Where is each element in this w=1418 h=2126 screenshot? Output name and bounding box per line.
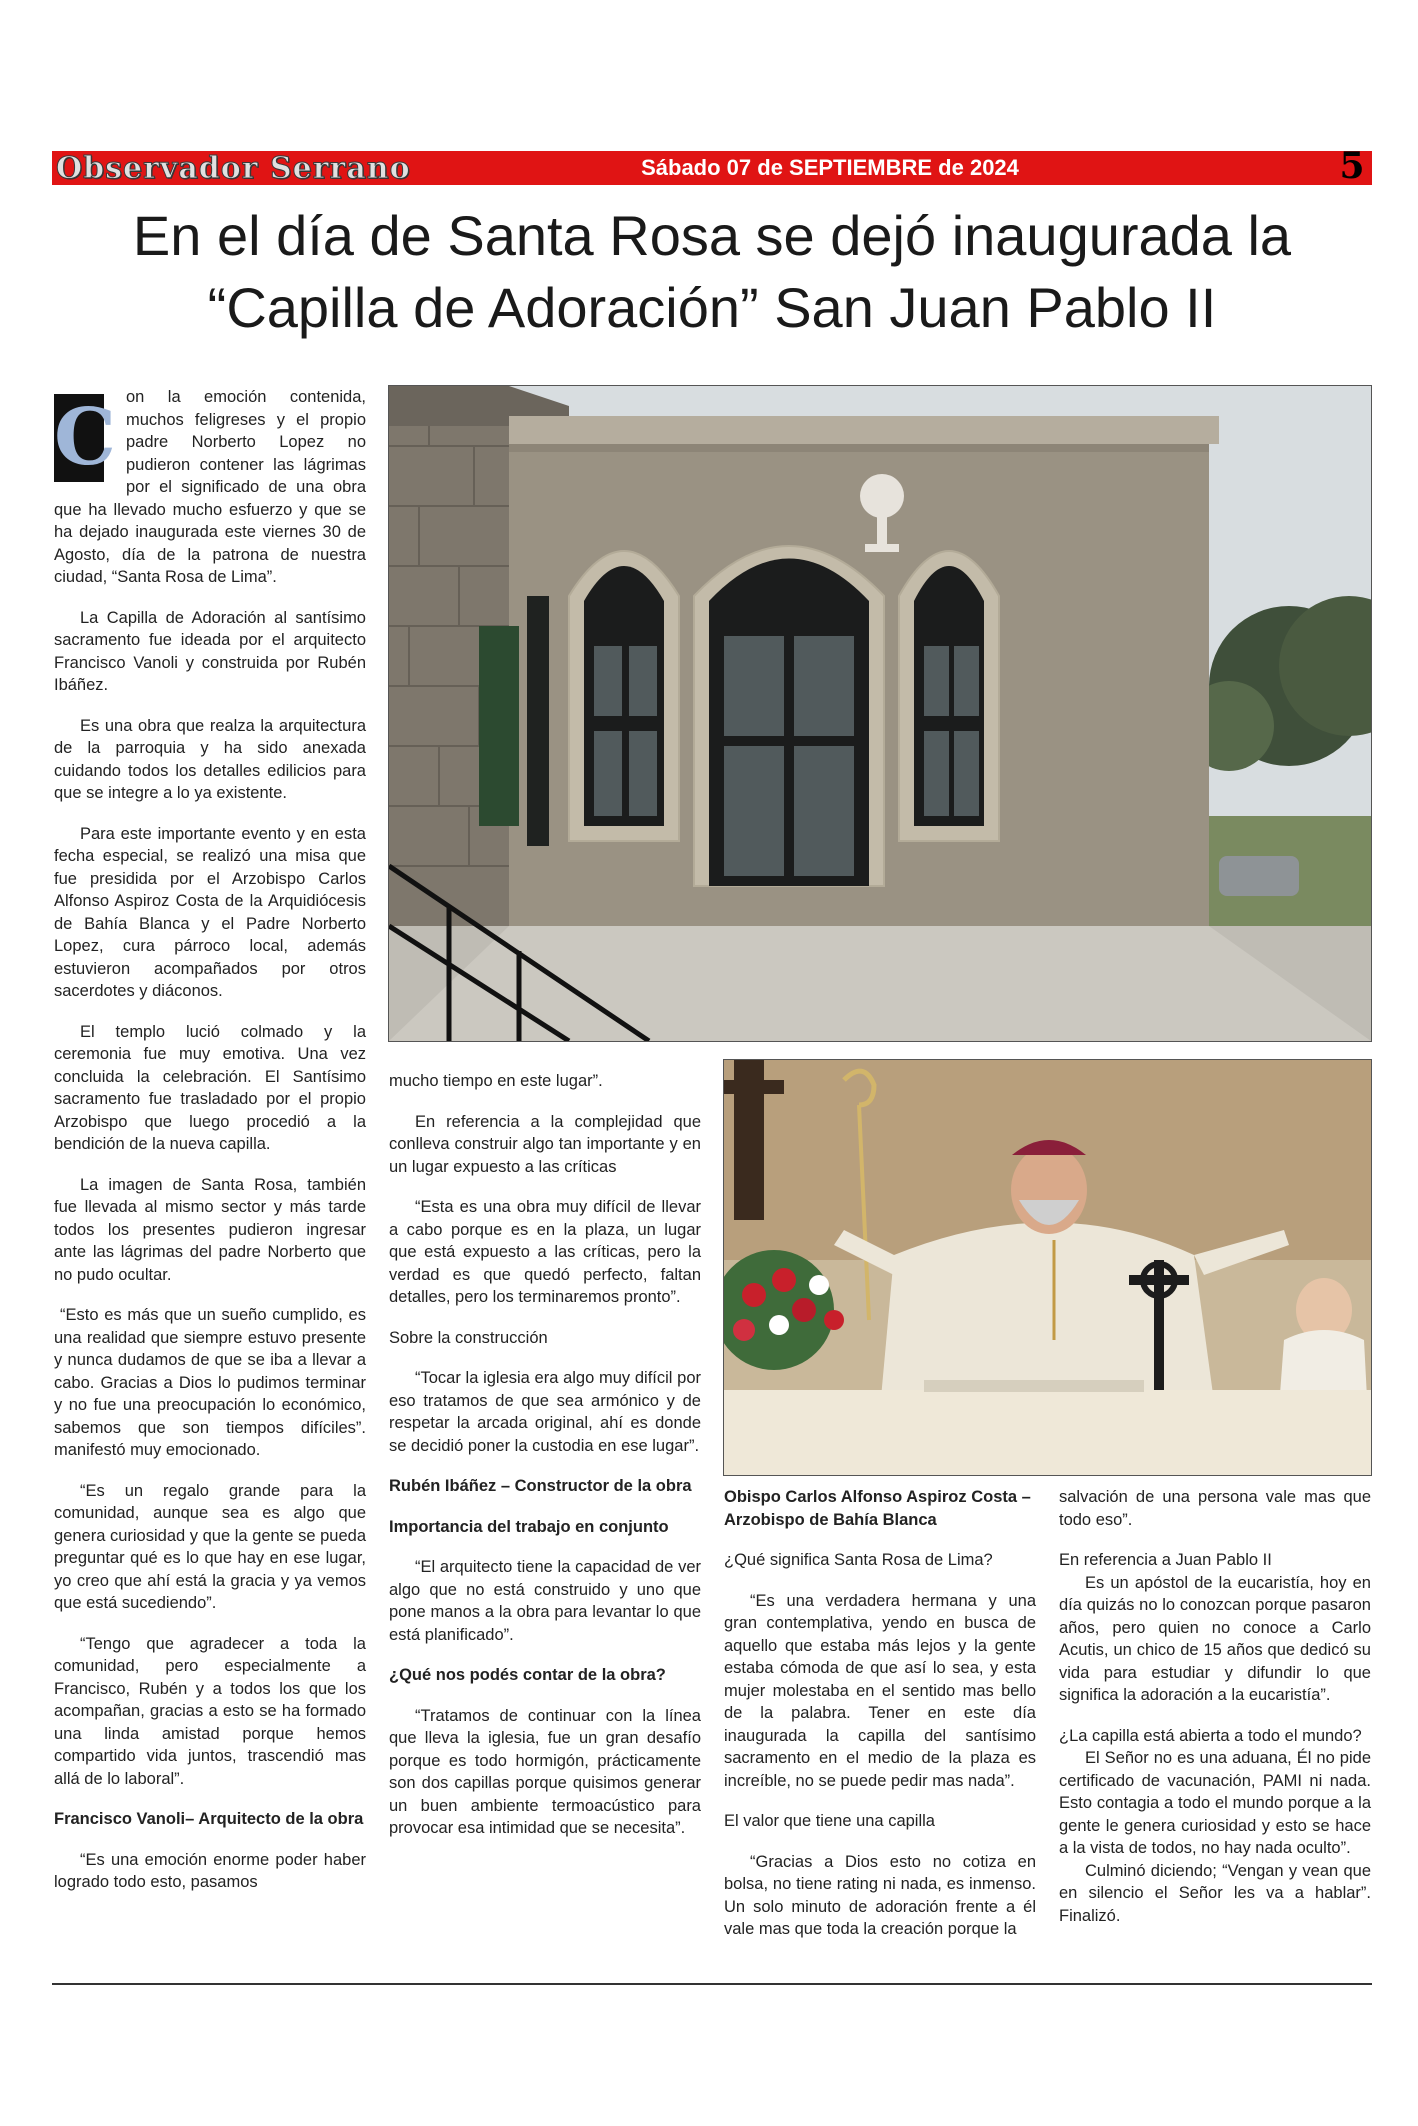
quote-paragraph: “Esto es más que un sueño cumplido, es una realidad que siempre estuvo presente y nunca dudamos de que se iba a llevar a cabo. Gracias a Dios lo pudimos terminar y no fue una preocupación lo económico, sabemos que son tiempos difíciles”. manifestó muy emocionado. xyxy=(54,1306,366,1459)
article-column-2 xyxy=(389,1070,701,1840)
chapel-photo xyxy=(389,386,1371,1041)
paragraph: mucho tiempo en este lugar”. xyxy=(389,1072,603,1090)
bishop-photo-caption: Obispo Carlos Alfonso Aspiroz Costa – Arzobispo de Bahía Blanca xyxy=(724,1488,1031,1529)
quote-paragraph: “Gracias a Dios esto no cotiza en bolsa, no tiene rating ni nada, es inmenso. Un solo minuto de adoración frente a él vale mas que toda la creación porque la xyxy=(724,1852,1036,1938)
quote-paragraph: “Tratamos de continuar con la línea que lleva la iglesia, fue un gran desafío porque es todo hormigón, prácticamente son dos capillas porque quisimos generar un buen ambiente termoacústico para provocar esa intimidad que se necesita”. xyxy=(389,1706,701,1837)
quote-paragraph: “Es un regalo grande para la comunidad, aunque sea es algo que genera curiosidad y que la gente se pueda preguntar qué es lo que hay en ese lugar, yo creo que ahí está la gracia y ya vemos que está sucediendo”. xyxy=(54,1481,366,1612)
quote-paragraph: “Es una verdadera hermana y una gran contemplativa, yendo en busca de aquello que estaba más lejos y la gente estaba cómoda de que así lo sea, y esta mujer molestaba en el sentido mas bello de la palabra. Tener en este día inaugurada la capilla del santísimo sacramento en el medio de la plaza es increíble, no se puede pedir mas nada”. xyxy=(724,1591,1036,1790)
paragraph: Sobre la construcción xyxy=(389,1328,548,1347)
paragraph: En referencia a la complejidad que conlleva construir algo tan importante y en un lugar expuesto a las críticas xyxy=(389,1112,701,1176)
newspaper-name: Observador Serrano xyxy=(56,151,411,186)
page-number: 5 xyxy=(1339,145,1365,187)
article-column-1 xyxy=(54,386,366,1894)
subheading-teamwork: Importancia del trabajo en conjunto xyxy=(389,1517,669,1536)
lead-paragraph: on la emoción contenida, muchos feligreses y el propio padre Norberto Lopez no pudieron contener las lágrimas por el significado de una obra que ha llevado mucho esfuerzo y que se ha dejado inaugurada este viernes 30 de Agosto, día de la patrona de nuestra ciudad, “Santa Rosa de Lima”. xyxy=(54,388,366,586)
issue-date: Sábado 07 de SEPTIEMBRE de 2024 xyxy=(641,155,1019,180)
paragraph: salvación de una persona vale mas que todo eso”. xyxy=(1059,1488,1371,1529)
article-headline xyxy=(52,200,1372,344)
headline-line-2: “Capilla de Adoración” San Juan Pablo II xyxy=(207,276,1217,339)
subheading-builder: Rubén Ibáñez – Constructor de la obra xyxy=(389,1477,692,1495)
bishop-illustration xyxy=(724,1060,1371,1475)
paragraph: El templo lució colmado y la ceremonia fue muy emotiva. Una vez concluida la celebración. El Santísimo sacramento fue trasladado por el propio Arzobispo que luego procedió a la bendición de la nueva capilla. xyxy=(54,1022,366,1153)
interview-question: El valor que tiene una capilla xyxy=(724,1812,935,1830)
paragraph: Para este importante evento y en esta fecha especial, se realizó una misa que fue presidida por el Arzobispo Carlos Alfonso Aspiroz Costa de la Arquidiócesis de Bahía Blanca y el Padre Norberto Lopez, cura párroco local, además estuvieron acompañados por otros sacerdotes y diáconos. xyxy=(54,824,366,1000)
quote-paragraph: “Esta es una obra muy difícil de llevar a cabo porque es en la plaza, un lugar que está expuesto a las críticas, pero la verdad es que quedó perfecto, faltan detalles, pero los terminaremos pronto”. xyxy=(389,1198,701,1306)
interview-question: ¿Qué significa Santa Rosa de Lima? xyxy=(724,1551,993,1569)
subheading-architect: Francisco Vanoli– Arquitecto de la obra xyxy=(54,1810,364,1828)
paragraph: Es una obra que realza la arquitectura de la parroquia y ha sido anexada cuidando todos los detalles edilicios para que se integre a lo ya existente. xyxy=(54,716,366,802)
bishop-photo xyxy=(724,1060,1371,1475)
quote-paragraph: “Tengo que agradecer a toda la comunidad, pero especialmente a Francisco, Rubén y a todos los que los acompañan, gracias a esto se ha formado una linda amistad porque hemos compartido vida juntos, trascendió mas allá de lo laboral”. xyxy=(54,1634,366,1788)
interview-question: En referencia a Juan Pablo II xyxy=(1059,1551,1272,1569)
paragraph: La imagen de Santa Rosa, también fue llevada al mismo sector y más tarde todos los presentes pudieron ingresar ante las lágrimas del padre Norberto que no pudo ocultar. xyxy=(54,1175,366,1284)
quote-paragraph: “Tocar la iglesia era algo muy difícil por eso tratamos de que sea armónico y de respetar la arcada original, ahí es donde se decidió poner la custodia en ese lugar”. xyxy=(389,1369,701,1455)
subheading-question: ¿Qué nos podés contar de la obra? xyxy=(389,1666,666,1684)
closing-paragraph: Culminó diciendo; “Vengan y vean que en silencio el Señor les va a hablar”. Finalizó. xyxy=(1059,1861,1371,1925)
paragraph: La Capilla de Adoración al santísimo sacramento fue ideada por el arquitecto Francisco Vanoli y construida por Rubén Ibáñez. xyxy=(54,608,366,694)
headline-line-1: En el día de Santa Rosa se dejó inaugurada la xyxy=(132,204,1292,267)
footer-rule xyxy=(52,1983,1372,1985)
quote-paragraph: “El arquitecto tiene la capacidad de ver algo que no está construido y uno que pone manos a la obra para levantar lo que está planificado”. xyxy=(389,1558,701,1644)
drop-cap: C xyxy=(54,392,117,483)
quote-paragraph: Es un apóstol de la eucaristía, hoy en día quizás no lo conozcan porque pasaron años, pero quien no conoce a Carlo Acutis, un chico de 15 años que dedicó su vida para estudiar y difundir lo que significa la adoración a la eucaristía”. xyxy=(1059,1573,1371,1704)
quote-paragraph: El Señor no es una aduana, Él no pide certificado de vacunación, PAMI ni nada. Esto contagia a todo el mundo porque a la gente le genera curiosidad y esto se hace a la vista de todos, no hay nada oculto”. xyxy=(1059,1749,1371,1857)
article-column-3 xyxy=(724,1486,1036,1941)
chapel-illustration xyxy=(389,386,1371,1041)
article-column-4 xyxy=(1059,1486,1371,1927)
quote-paragraph: “Es una emoción enorme poder haber logrado todo esto, pasamos xyxy=(54,1850,366,1891)
interview-question: ¿La capilla está abierta a todo el mundo? xyxy=(1059,1726,1362,1745)
